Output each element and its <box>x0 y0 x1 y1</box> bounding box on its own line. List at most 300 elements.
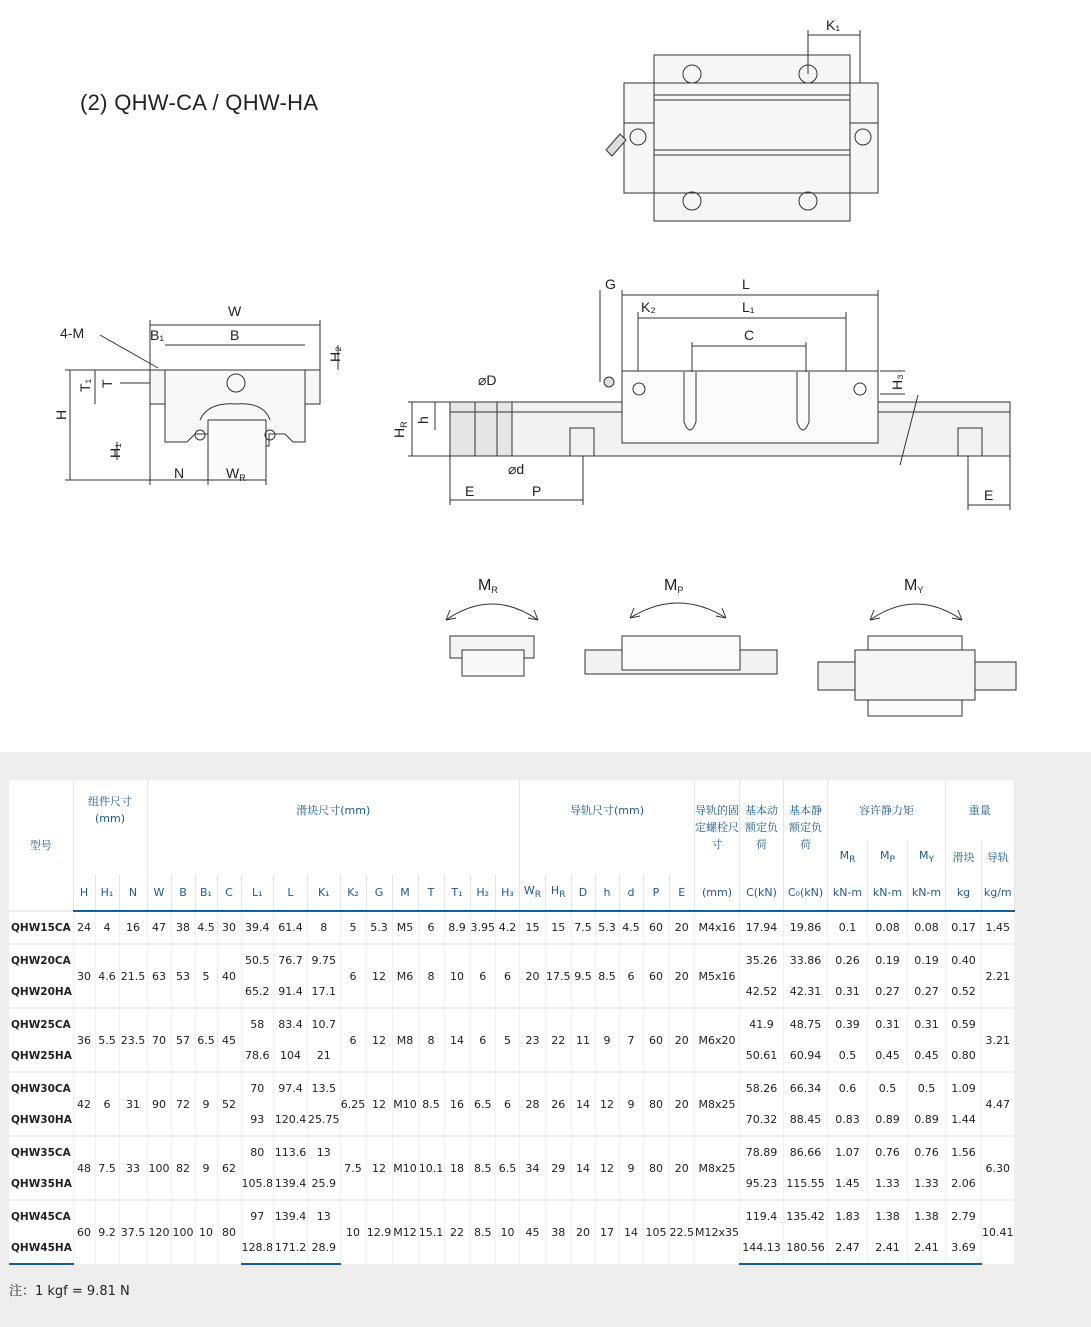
cell-m: M10 <box>392 1136 418 1200</box>
label-t1: T₁ <box>77 378 93 392</box>
cell-l1: 58 <box>241 1008 274 1040</box>
header-spacer-1 <box>73 840 147 874</box>
column-header: G <box>366 874 392 911</box>
cell-k1: 13 <box>308 1136 341 1168</box>
cell-p: 80 <box>643 1136 669 1200</box>
cell-l1: 97 <box>241 1200 274 1232</box>
cell-l: 171.2 <box>274 1232 308 1264</box>
cell-static-load: 48.75 <box>784 1008 828 1040</box>
unit-block-kg: kg <box>946 874 982 911</box>
table-row <box>9 1200 1014 1232</box>
cell-t1: 8.9 <box>444 911 470 944</box>
label-wr-main: W <box>226 465 240 481</box>
column-header: H₃ <box>496 874 520 911</box>
cell-g: 12 <box>366 944 392 1008</box>
cell-m: M10 <box>392 1072 418 1136</box>
cell-t1: 18 <box>444 1136 470 1200</box>
spec-table-body <box>9 911 1014 1264</box>
cell-mp: 0.5 <box>868 1072 908 1104</box>
cell-h: 60 <box>73 1200 95 1264</box>
table-row <box>9 1136 1014 1168</box>
cell-static-load: 60.94 <box>784 1040 828 1072</box>
cell-static-load: 86.66 <box>784 1136 828 1168</box>
cell-l1: 128.8 <box>241 1232 274 1264</box>
cell-p: 60 <box>643 911 669 944</box>
header-assembly: 组件尺寸 (mm) <box>73 780 147 840</box>
cell-n: 37.5 <box>119 1200 147 1264</box>
header-mr: $M_R$ <box>828 840 868 874</box>
label-hr-sub: R <box>399 421 409 428</box>
label-mr-main: M <box>478 577 492 594</box>
cell-b1: 9 <box>195 1136 217 1200</box>
cell-h: 17 <box>595 1200 619 1264</box>
cell-k1: 25.75 <box>308 1104 341 1136</box>
cell-h: 30 <box>73 944 95 1008</box>
cell-t: 10.1 <box>418 1136 444 1200</box>
cell-k1: 9.75 <box>308 944 341 976</box>
cell-static-load: 115.55 <box>784 1168 828 1200</box>
cell-b1: 10 <box>195 1200 217 1264</box>
cell-mr: 0.5 <box>828 1040 868 1072</box>
cell-mp: 0.19 <box>868 944 908 976</box>
cell-h3: 10 <box>496 1200 520 1264</box>
cell-d: 6 <box>619 944 643 1008</box>
cell-l1: 78.6 <box>241 1040 274 1072</box>
cell-hr: 22 <box>546 1008 572 1072</box>
cell-block-kg: 0.80 <box>946 1040 982 1072</box>
label-wr-sub: R <box>239 473 246 483</box>
cell-block-kg: 0.17 <box>946 911 982 944</box>
cell-h: 12 <box>595 1136 619 1200</box>
cell-b: 38 <box>171 911 195 944</box>
cell-w: 100 <box>147 1136 171 1200</box>
header-mp: $M_P$ <box>868 840 908 874</box>
cell-model: QHW30HA <box>9 1104 73 1136</box>
cell-k1: 28.9 <box>308 1232 341 1264</box>
cell-bolt: M6x20 <box>695 1008 740 1072</box>
cell-h: 36 <box>73 1008 95 1072</box>
column-header: B <box>171 874 195 911</box>
cell-dynamic-load: 58.26 <box>740 1072 784 1104</box>
column-header: M <box>392 874 418 911</box>
cell-h2: 3.95 <box>470 911 496 944</box>
cell-mr: 2.47 <box>828 1232 868 1264</box>
cell-t: 8.5 <box>418 1072 444 1136</box>
cell-e: 20 <box>669 1008 695 1072</box>
cell-h3: 6.5 <box>496 1136 520 1200</box>
cell-d: 14 <box>571 1136 595 1200</box>
cell-dynamic-load: 70.32 <box>740 1104 784 1136</box>
cell-mr: 1.07 <box>828 1136 868 1168</box>
column-header: $H_R$ <box>546 874 572 911</box>
header-weight: 重量 <box>946 780 1015 840</box>
cell-k1: 8 <box>308 911 341 944</box>
header-weight-rail: 导轨 <box>982 840 1015 874</box>
cell-my: 0.31 <box>908 1008 946 1040</box>
cell-m: M6 <box>392 944 418 1008</box>
cell-static-load: 88.45 <box>784 1104 828 1136</box>
cell-l1: 93 <box>241 1104 274 1136</box>
cell-block-kg: 1.09 <box>946 1072 982 1104</box>
cell-static-load: 33.86 <box>784 944 828 976</box>
cell-d: 7 <box>619 1008 643 1072</box>
cell-t1: 10 <box>444 944 470 1008</box>
cell-e: 20 <box>669 1136 695 1200</box>
header-dynamic: 基本动额定负荷 <box>740 780 784 874</box>
cell-model: QHW25HA <box>9 1040 73 1072</box>
cell-dynamic-load: 35.26 <box>740 944 784 976</box>
label-l: L <box>742 276 750 292</box>
header-bolt: 导轨的固定螺栓尺寸 <box>695 780 740 874</box>
cell-d: 7.5 <box>571 911 595 944</box>
cell-rail-kg: 6.30 <box>982 1136 1015 1200</box>
cell-dynamic-load: 41.9 <box>740 1008 784 1040</box>
cell-h1: 4.6 <box>95 944 119 1008</box>
label-hr <box>391 421 409 438</box>
cell-static-load: 66.34 <box>784 1072 828 1104</box>
unit-dynamic: C(kN) <box>740 874 784 911</box>
cell-w: 47 <box>147 911 171 944</box>
cell-dynamic-load: 119.4 <box>740 1200 784 1232</box>
cell-b1: 9 <box>195 1072 217 1136</box>
cell-l: 139.4 <box>274 1200 308 1232</box>
cell-bolt: M5x16 <box>695 944 740 1008</box>
cell-h2: 8.5 <box>470 1136 496 1200</box>
cell-d: 20 <box>571 1200 595 1264</box>
cell-cc: 40 <box>217 944 241 1008</box>
cell-dynamic-load: 50.61 <box>740 1040 784 1072</box>
column-header: H <box>73 874 95 911</box>
table-row <box>9 911 1014 944</box>
cell-t: 15.1 <box>418 1200 444 1264</box>
cell-my: 0.45 <box>908 1040 946 1072</box>
cell-l1: 105.8 <box>241 1168 274 1200</box>
cell-mp: 0.45 <box>868 1040 908 1072</box>
cell-k1: 17.1 <box>308 976 341 1008</box>
cell-mr: 0.26 <box>828 944 868 976</box>
unit-mr: kN-m <box>828 874 868 911</box>
label-h2: H₂ <box>327 346 343 362</box>
cell-h3: 6 <box>496 1072 520 1136</box>
cell-b: 57 <box>171 1008 195 1072</box>
cell-mr: 0.31 <box>828 976 868 1008</box>
label-e-right: E <box>984 487 994 503</box>
cell-model: QHW20CA <box>9 944 73 976</box>
cell-l1: 70 <box>241 1072 274 1104</box>
top-view-drawing <box>606 30 878 221</box>
cell-bolt: M8x25 <box>695 1072 740 1136</box>
label-mp-main: M <box>664 577 678 594</box>
column-header: T <box>418 874 444 911</box>
cell-l: 83.4 <box>274 1008 308 1040</box>
cell-cc: 45 <box>217 1008 241 1072</box>
cell-p: 60 <box>643 944 669 1008</box>
moment-mr-drawing <box>446 604 538 676</box>
cell-g: 12.9 <box>366 1200 392 1264</box>
cell-b1: 5 <box>195 944 217 1008</box>
label-n: N <box>174 465 185 481</box>
cell-t1: 16 <box>444 1072 470 1136</box>
cell-my: 1.33 <box>908 1168 946 1200</box>
cell-mp: 0.76 <box>868 1136 908 1168</box>
label-my <box>904 577 923 595</box>
cell-l: 139.4 <box>274 1168 308 1200</box>
cell-k2: 6.25 <box>340 1072 366 1136</box>
cell-hr: 29 <box>546 1136 572 1200</box>
cell-mp: 0.89 <box>868 1104 908 1136</box>
cell-m: M5 <box>392 911 418 944</box>
cell-block-kg: 0.59 <box>946 1008 982 1040</box>
cell-e: 20 <box>669 1072 695 1136</box>
cell-n: 16 <box>119 911 147 944</box>
cell-w: 90 <box>147 1072 171 1136</box>
column-header: B₁ <box>195 874 217 911</box>
cell-k2: 6 <box>340 1008 366 1072</box>
cell-e: 22.5 <box>669 1200 695 1264</box>
cell-w: 70 <box>147 1008 171 1072</box>
cell-bolt: M4x16 <box>695 911 740 944</box>
cell-rail-kg: 1.45 <box>982 911 1015 944</box>
cell-wr: 45 <box>520 1200 546 1264</box>
cell-t1: 14 <box>444 1008 470 1072</box>
end-view-drawing <box>65 320 338 485</box>
cell-my: 0.5 <box>908 1072 946 1104</box>
cell-h2: 6 <box>470 944 496 1008</box>
side-view-drawing <box>408 290 1010 510</box>
cell-hr: 15 <box>546 911 572 944</box>
header-model: 型号 <box>9 780 73 911</box>
cell-m: M8 <box>392 1008 418 1072</box>
cell-k1: 21 <box>308 1040 341 1072</box>
cell-n: 31 <box>119 1072 147 1136</box>
header-spacer-2 <box>147 840 520 874</box>
cell-mr: 1.45 <box>828 1168 868 1200</box>
cell-k2: 6 <box>340 944 366 1008</box>
spec-table <box>9 780 1015 1265</box>
cell-g: 12 <box>366 1136 392 1200</box>
cell-static-load: 180.56 <box>784 1232 828 1264</box>
cell-b1: 4.5 <box>195 911 217 944</box>
label-h: H <box>53 409 69 420</box>
cell-l1: 50.5 <box>241 944 274 976</box>
cell-model: QHW15CA <box>9 911 73 944</box>
cell-g: 5.3 <box>366 911 392 944</box>
cell-w: 120 <box>147 1200 171 1264</box>
cell-model: QHW25CA <box>9 1008 73 1040</box>
cell-mr: 0.6 <box>828 1072 868 1104</box>
cell-h3: 6 <box>496 944 520 1008</box>
cell-b: 82 <box>171 1136 195 1200</box>
cell-g: 12 <box>366 1008 392 1072</box>
cell-h1: 7.5 <box>95 1136 119 1200</box>
label-g: G <box>605 276 616 292</box>
unit-mp: kN-m <box>868 874 908 911</box>
cell-mr: 1.83 <box>828 1200 868 1232</box>
unit-static: C₀(kN) <box>784 874 828 911</box>
column-header: L₁ <box>241 874 274 911</box>
cell-h2: 6.5 <box>470 1072 496 1136</box>
header-static: 基本静额定负荷 <box>784 780 828 874</box>
cell-cc: 80 <box>217 1200 241 1264</box>
cell-model: QHW35HA <box>9 1168 73 1200</box>
cell-rail-kg: 2.21 <box>982 944 1015 1008</box>
cell-h2: 8.5 <box>470 1200 496 1264</box>
cell-t: 6 <box>418 911 444 944</box>
cell-rail-kg: 10.41 <box>982 1200 1015 1264</box>
cell-h1: 6 <box>95 1072 119 1136</box>
cell-t1: 22 <box>444 1200 470 1264</box>
column-header: L <box>274 874 308 911</box>
cell-my: 0.19 <box>908 944 946 976</box>
cell-mr: 0.39 <box>828 1008 868 1040</box>
label-my-main: M <box>904 577 918 594</box>
cell-h1: 4 <box>95 911 119 944</box>
cell-p: 105 <box>643 1200 669 1264</box>
label-hr-main: H <box>391 427 407 438</box>
cell-model: QHW30CA <box>9 1072 73 1104</box>
cell-k2: 10 <box>340 1200 366 1264</box>
cell-n: 33 <box>119 1136 147 1200</box>
cell-mp: 0.27 <box>868 976 908 1008</box>
label-b1: B₁ <box>150 327 165 343</box>
cell-k1: 10.7 <box>308 1008 341 1040</box>
cell-wr: 15 <box>520 911 546 944</box>
cell-cc: 62 <box>217 1136 241 1200</box>
cell-h1: 9.2 <box>95 1200 119 1264</box>
moment-my-drawing <box>818 604 1016 716</box>
label-h1: H₁ <box>107 443 123 458</box>
cell-mp: 0.08 <box>868 911 908 944</box>
cell-h2: 6 <box>470 1008 496 1072</box>
cell-h: 48 <box>73 1136 95 1200</box>
cell-p: 80 <box>643 1072 669 1136</box>
cell-block-kg: 0.52 <box>946 976 982 1008</box>
cell-l: 61.4 <box>274 911 308 944</box>
cell-hr: 17.5 <box>546 944 572 1008</box>
header-moment: 容许静力矩 <box>828 780 946 840</box>
cell-l1: 65.2 <box>241 976 274 1008</box>
cell-dynamic-load: 42.52 <box>740 976 784 1008</box>
cell-rail-kg: 3.21 <box>982 1008 1015 1072</box>
cell-dynamic-load: 78.89 <box>740 1136 784 1168</box>
cell-wr: 23 <box>520 1008 546 1072</box>
label-e-left: E <box>465 483 475 499</box>
cell-mr: 0.83 <box>828 1104 868 1136</box>
cell-t: 8 <box>418 1008 444 1072</box>
cell-block-kg: 3.69 <box>946 1232 982 1264</box>
cell-k2: 5 <box>340 911 366 944</box>
cell-h: 5.3 <box>595 911 619 944</box>
cell-h3: 4.2 <box>496 911 520 944</box>
cell-k1: 13.5 <box>308 1072 341 1104</box>
label-h-small: h <box>415 416 431 424</box>
cell-cc: 52 <box>217 1072 241 1136</box>
label-k2: K₂ <box>641 299 656 315</box>
cell-d: 4.5 <box>619 911 643 944</box>
label-c: C <box>744 327 755 343</box>
cell-my: 0.08 <box>908 911 946 944</box>
cell-my: 1.38 <box>908 1200 946 1232</box>
cell-l: 97.4 <box>274 1072 308 1104</box>
cell-l: 113.6 <box>274 1136 308 1168</box>
cell-p: 60 <box>643 1008 669 1072</box>
table-row <box>9 1008 1014 1040</box>
label-k1: K₁ <box>826 17 841 33</box>
cell-mp: 1.38 <box>868 1200 908 1232</box>
table-row <box>9 1072 1014 1104</box>
cell-mr: 0.1 <box>828 911 868 944</box>
cell-h3: 5 <box>496 1008 520 1072</box>
cell-h: 24 <box>73 911 95 944</box>
unit-my: kN-m <box>908 874 946 911</box>
cell-block-kg: 1.56 <box>946 1136 982 1168</box>
header-rail: 导轨尺寸(mm) <box>520 780 695 840</box>
cell-cc: 30 <box>217 911 241 944</box>
cell-g: 12 <box>366 1072 392 1136</box>
cell-my: 0.76 <box>908 1136 946 1168</box>
cell-static-load: 19.86 <box>784 911 828 944</box>
header-spacer-3 <box>520 840 695 874</box>
unit-rail-kg: kg/m <box>982 874 1015 911</box>
footnote: 注：1 kgf = 9.81 N <box>9 1284 130 1299</box>
cell-k2: 7.5 <box>340 1136 366 1200</box>
cell-static-load: 42.31 <box>784 976 828 1008</box>
cell-bolt: M12x35 <box>695 1200 740 1264</box>
column-header-row <box>9 874 1014 911</box>
label-my-sub: Y <box>917 585 924 595</box>
cell-my: 0.27 <box>908 976 946 1008</box>
cell-l: 104 <box>274 1040 308 1072</box>
cell-block-kg: 2.79 <box>946 1200 982 1232</box>
cell-d: 9 <box>619 1072 643 1136</box>
cell-model: QHW35CA <box>9 1136 73 1168</box>
cell-model: QHW20HA <box>9 976 73 1008</box>
cell-wr: 28 <box>520 1072 546 1136</box>
label-d-small: ⌀d <box>508 461 525 477</box>
cell-n: 21.5 <box>119 944 147 1008</box>
label-b: B <box>230 327 240 343</box>
cell-rail-kg: 4.47 <box>982 1072 1015 1136</box>
cell-h1: 5.5 <box>95 1008 119 1072</box>
label-d-big: ⌀D <box>478 372 497 388</box>
cell-static-load: 135.42 <box>784 1200 828 1232</box>
header-weight-block: 滑块 <box>946 840 982 874</box>
cell-l: 120.4 <box>274 1104 308 1136</box>
cell-hr: 38 <box>546 1200 572 1264</box>
cell-h: 12 <box>595 1072 619 1136</box>
cell-dynamic-load: 17.94 <box>740 911 784 944</box>
label-4m: 4-M <box>60 325 85 341</box>
cell-d: 14 <box>571 1072 595 1136</box>
cell-k1: 25.9 <box>308 1168 341 1200</box>
cell-block-kg: 2.06 <box>946 1168 982 1200</box>
column-header: h <box>595 874 619 911</box>
cell-b: 100 <box>171 1200 195 1264</box>
cell-k1: 13 <box>308 1200 341 1232</box>
cell-dynamic-load: 144.13 <box>740 1232 784 1264</box>
column-header: W <box>147 874 171 911</box>
column-header: H₂ <box>470 874 496 911</box>
header-my: $M_Y$ <box>908 840 946 874</box>
cell-n: 23.5 <box>119 1008 147 1072</box>
cell-h: 9 <box>595 1008 619 1072</box>
cell-b1: 6.5 <box>195 1008 217 1072</box>
cell-block-kg: 1.44 <box>946 1104 982 1136</box>
column-header: N <box>119 874 147 911</box>
label-w: W <box>228 303 242 319</box>
cell-e: 20 <box>669 944 695 1008</box>
column-header: P <box>643 874 669 911</box>
